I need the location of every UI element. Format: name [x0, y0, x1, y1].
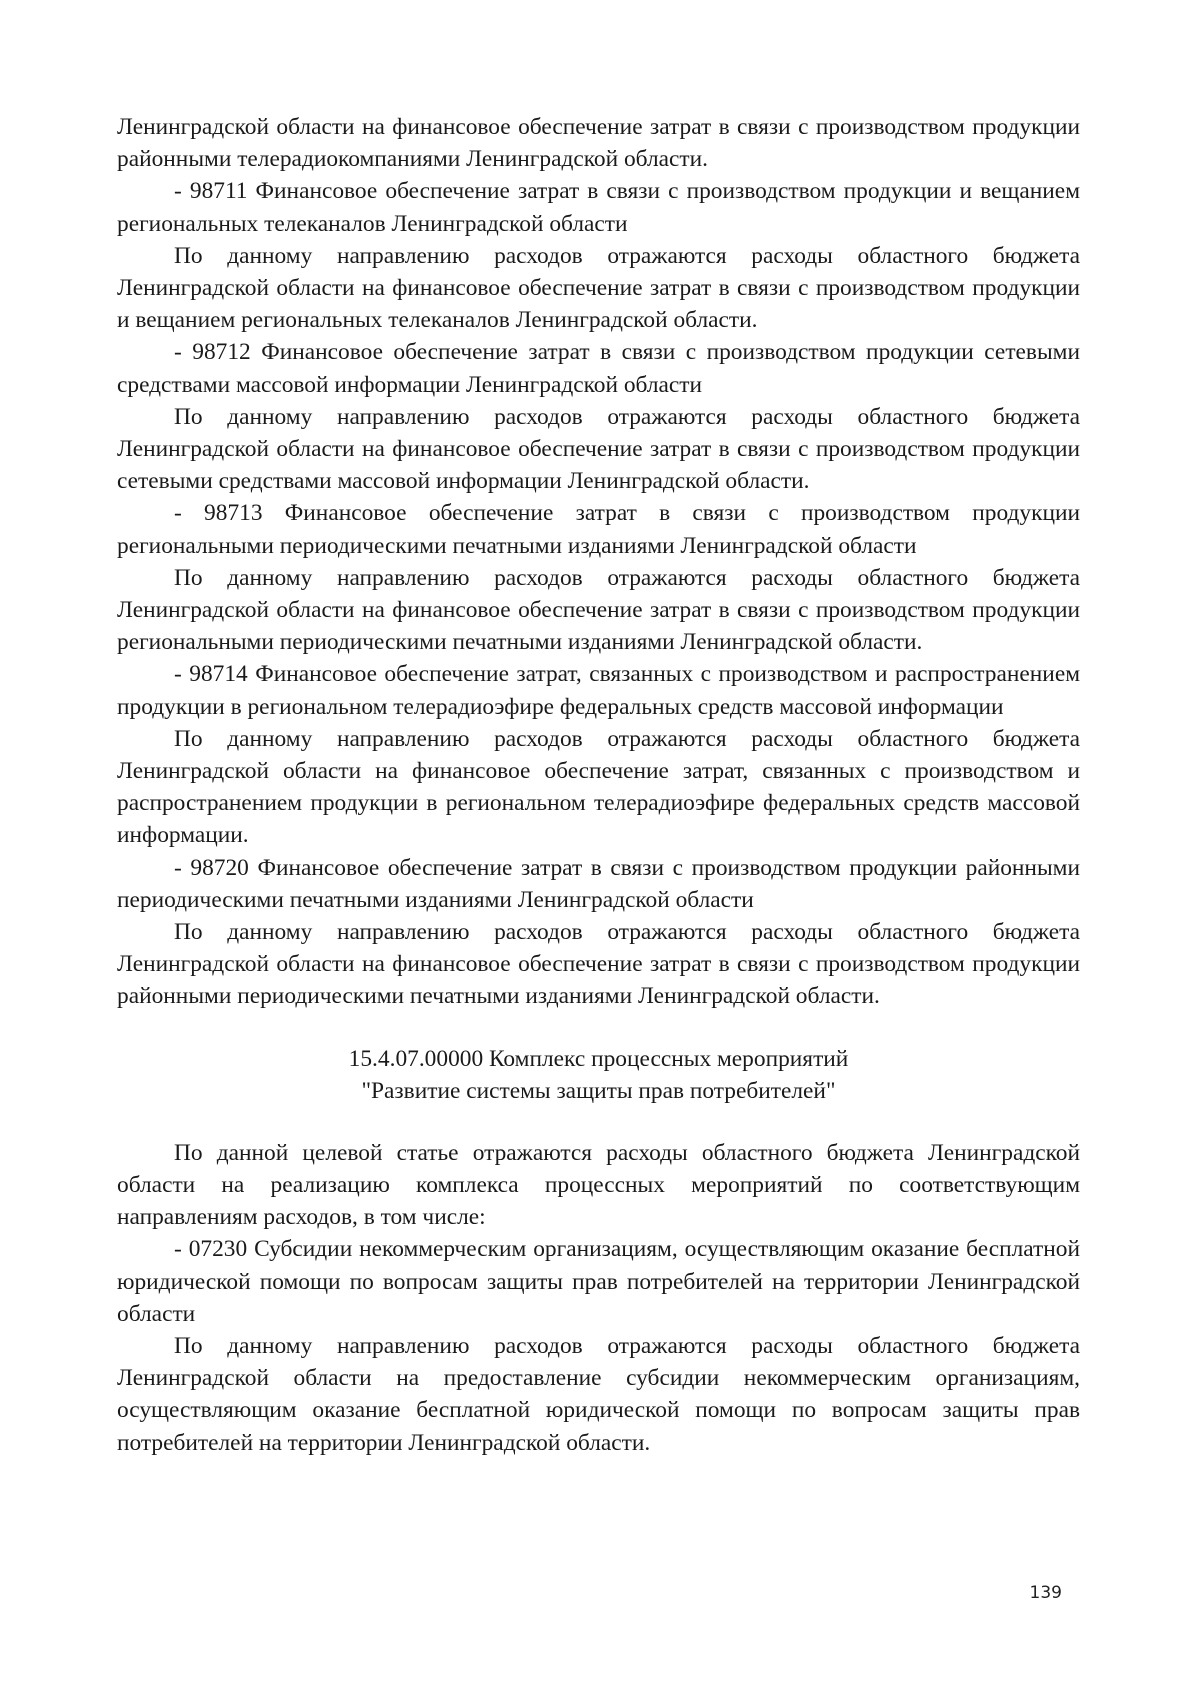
section-heading-code: 15.4.07.00000 Комплекс процессных мероприятий: [348, 1045, 849, 1072]
expense-description-07230: По данному направлению расходов отражаются расходы областного бюджета Ленинградской области на предоставление субсидии некоммерческим организациям, осуществляющим оказание бесплатной юридической помощи по вопросам защиты прав потребителей на территории Ленинградской области.: [117, 1332, 1080, 1456]
expense-item-98713: - 98713 Финансовое обеспечение затрат в связи с производством продукции региональными периодическими печатными изданиями Ленинградской области: [117, 500, 1080, 559]
target-article-description: По данной целевой статье отражаются расходы областного бюджета Ленинградской области на реализацию комплекса процессных мероприятий по соответствующим направлениям расходов, в том числе:: [117, 1139, 1080, 1231]
expense-description-98713: По данному направлению расходов отражаются расходы областного бюджета Ленинградской области на финансовое обеспечение затрат в связи с производством продукции региональными периодическими печатными изданиями Ленинградской области.: [117, 564, 1080, 656]
expense-item-98714: - 98714 Финансовое обеспечение затрат, связанных с производством и распространением продукции в региональном телерадиоэфире федеральных средств массовой информации: [117, 661, 1080, 720]
expense-item-98711: - 98711 Финансовое обеспечение затрат в связи с производством продукции и вещанием региональных телеканалов Ленинградской области: [117, 178, 1080, 237]
expense-description-98712: По данному направлению расходов отражаются расходы областного бюджета Ленинградской области на финансовое обеспечение затрат в связи с производством продукции сетевыми средствами массовой информации Ленинградской области.: [117, 403, 1080, 495]
expense-item-98712: - 98712 Финансовое обеспечение затрат в связи с производством продукции сетевыми средствами массовой информации Ленинградской области: [117, 339, 1080, 398]
document-page: [117, 111, 1080, 1459]
expense-description-98720: По данному направлению расходов отражаются расходы областного бюджета Ленинградской области на финансовое обеспечение затрат в связи с производством продукции районными периодическими печатными изданиями Ленинградской области.: [117, 919, 1080, 1010]
expense-description-98714: По данному направлению расходов отражаются расходы областного бюджета Ленинградской области на финансовое обеспечение затрат, связанных с производством и распространением продукции в региональном телерадиоэфире федеральных средств массовой информации.: [117, 725, 1080, 849]
section-heading: [117, 1043, 1080, 1107]
expense-item-98720: - 98720 Финансовое обеспечение затрат в связи с производством продукции районными периодическими печатными изданиями Ленинградской области: [117, 854, 1080, 913]
section-heading-title: "Развитие системы защиты прав потребителей": [361, 1077, 836, 1104]
paragraph-continuation: Ленинградской области на финансовое обеспечение затрат в связи с производством продукции районными телерадиокомпаниями Ленинградской области.: [117, 114, 1080, 173]
expense-item-07230: - 07230 Субсидии некоммерческим организациям, осуществляющим оказание бесплатной юридической помощи по вопросам защиты прав потребителей на территории Ленинградской области: [117, 1236, 1080, 1327]
expense-description-98711: По данному направлению расходов отражаются расходы областного бюджета Ленинградской области на финансовое обеспечение затрат в связи с производством продукции и вещанием региональных телеканалов Ленинградской области.: [117, 242, 1080, 334]
page-number: 139: [1029, 1583, 1062, 1603]
